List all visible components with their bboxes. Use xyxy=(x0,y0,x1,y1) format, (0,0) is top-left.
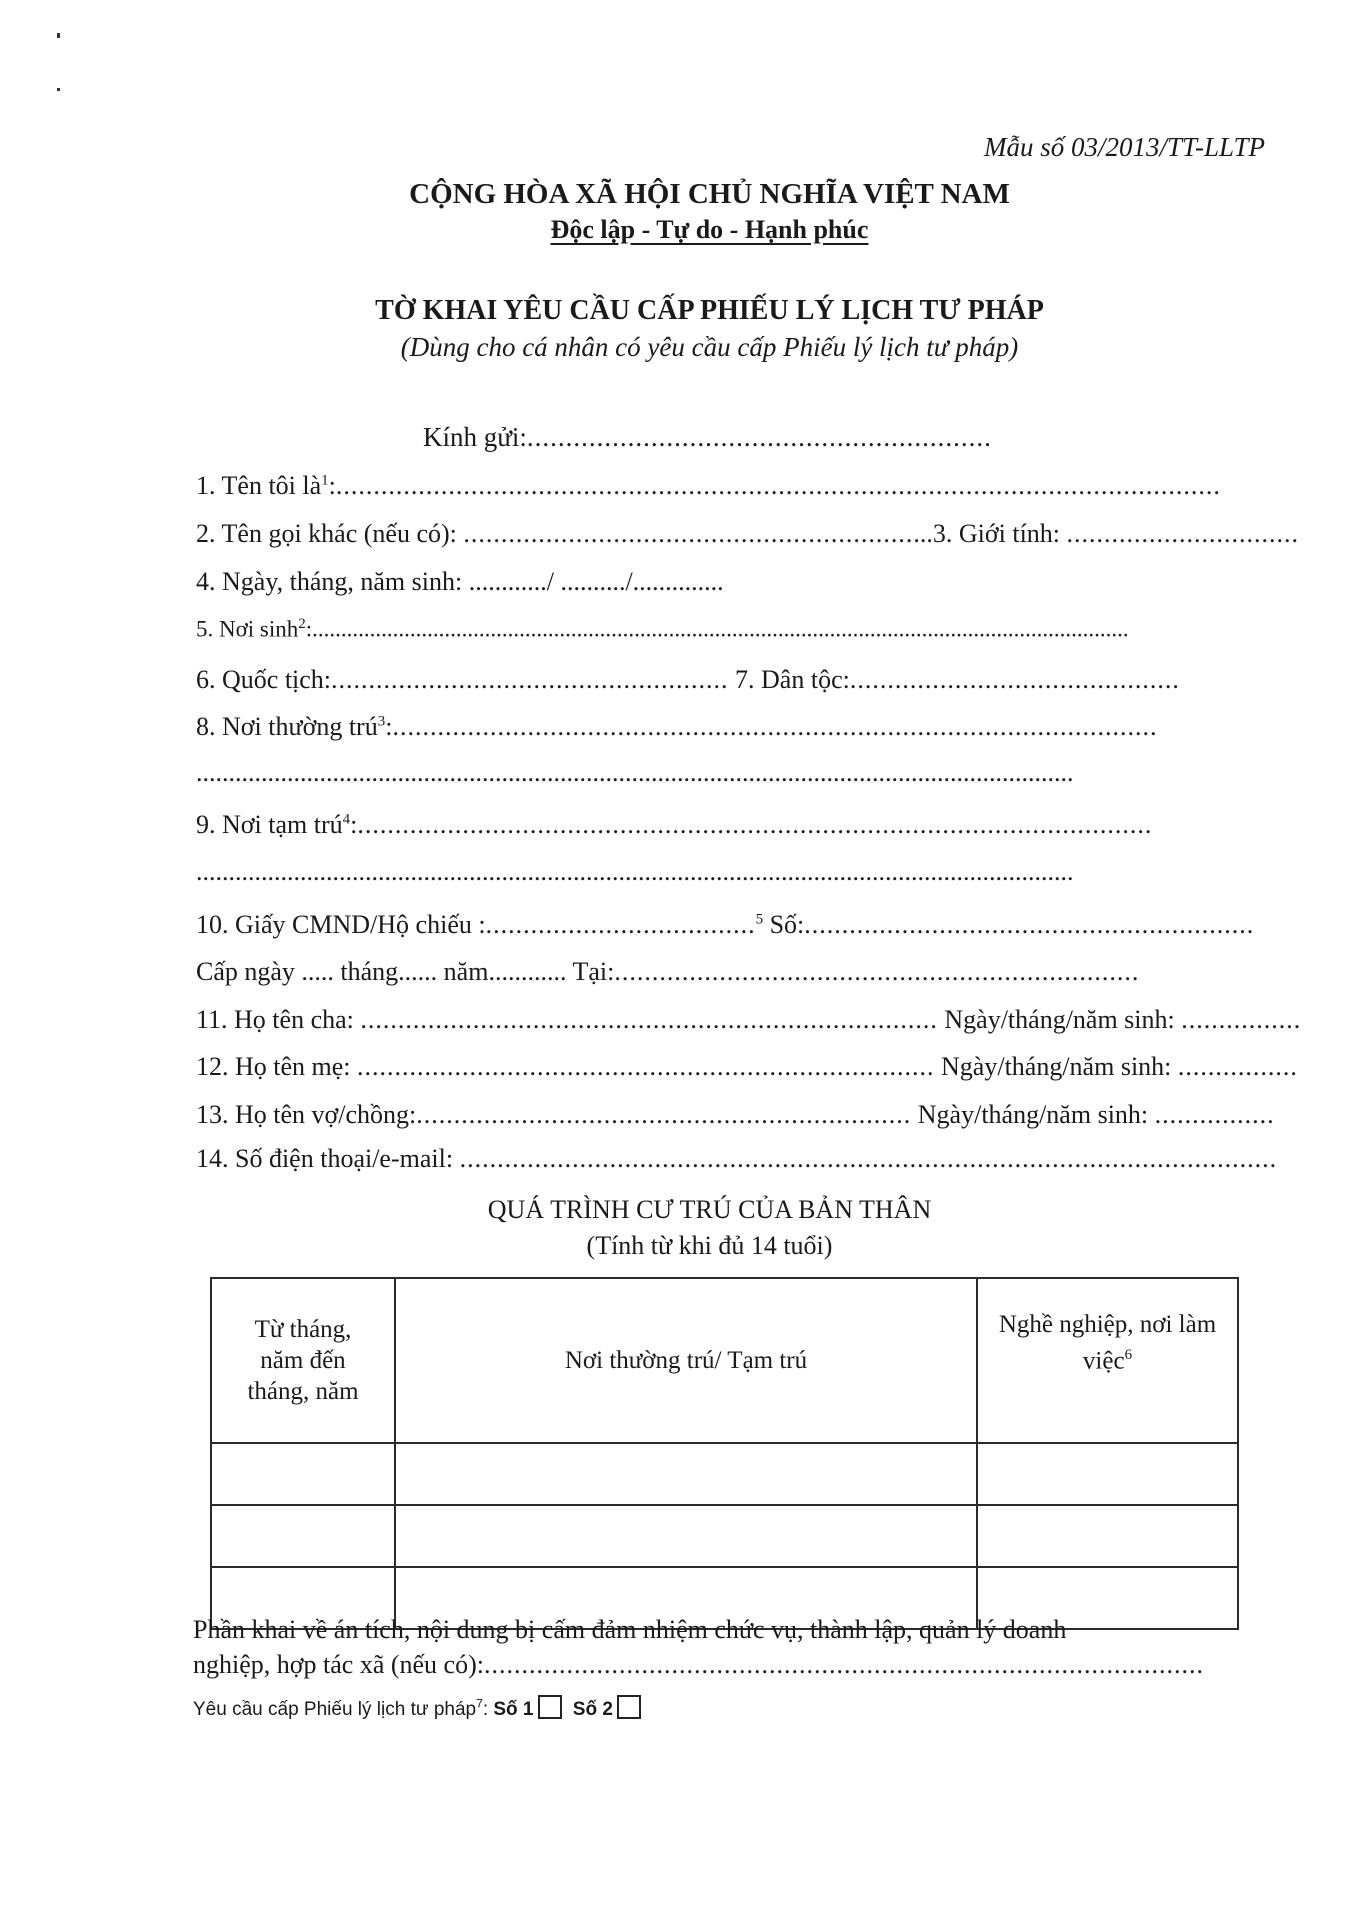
residence-table xyxy=(210,1277,1239,1630)
table-row xyxy=(211,1443,1238,1505)
column-header-occupation xyxy=(977,1278,1238,1443)
column-header-period xyxy=(211,1278,395,1443)
permanent-residence-continuation[interactable]: ....................................................................................................................................... xyxy=(196,758,1074,787)
field-full-name xyxy=(196,471,1221,501)
header-line: tháng, năm xyxy=(247,1378,359,1405)
field-other-name-gender xyxy=(196,519,1299,549)
field-mother xyxy=(196,1052,1298,1082)
colon: : xyxy=(385,712,393,741)
id-document-input[interactable]: .................................... xyxy=(485,910,756,939)
birth-date-label: 4. Ngày, tháng, năm sinh: xyxy=(196,567,469,596)
ethnicity-label: 7. Dân tộc: xyxy=(728,665,850,694)
recipient-field[interactable]: ............................................................ xyxy=(526,422,992,452)
other-name-input[interactable]: ............................................................ xyxy=(463,519,914,548)
colon: : xyxy=(350,810,358,839)
mother-birth-input[interactable]: ................ xyxy=(1177,1052,1298,1081)
id-document-label: 10. Giấy CMND/Hộ chiếu : xyxy=(196,910,486,939)
nationality-label: 6. Quốc tịch: xyxy=(196,665,332,694)
table-cell-residence[interactable] xyxy=(395,1443,977,1505)
birth-date-input[interactable]: ............/ ........../.............. xyxy=(468,567,724,596)
field-nationality-ethnicity xyxy=(196,665,1180,695)
nation-motto xyxy=(0,215,1359,245)
field-id-document xyxy=(196,910,1254,940)
footnote-ref: 4 xyxy=(342,811,351,828)
document-title: TỜ KHAI YÊU CẦU CẤP PHIẾU LÝ LỊCH TƯ PHÁP xyxy=(375,295,1044,326)
ethnicity-input[interactable]: ............................................ xyxy=(849,665,1180,694)
table-cell-occupation[interactable] xyxy=(977,1443,1238,1505)
permanent-residence-label: 8. Nơi thường trú xyxy=(196,712,378,741)
field-temporary-residence xyxy=(196,810,1152,840)
other-name-label: 2. Tên gọi khác (nếu có): xyxy=(196,519,464,548)
table-header-row xyxy=(211,1278,1238,1443)
gender-label: ...3. Giới tính: xyxy=(913,519,1067,548)
temporary-residence-label: 9. Nơi tạm trú xyxy=(196,810,343,839)
table-cell-residence[interactable] xyxy=(395,1505,977,1567)
contact-label: 14. Số điện thoại/e-mail: xyxy=(196,1144,460,1173)
criminal-record-input[interactable]: ................................................................................................ xyxy=(483,1650,1204,1679)
mother-name-label: 12. Họ tên mẹ: xyxy=(196,1052,358,1081)
table-row xyxy=(211,1505,1238,1567)
field-issue-info xyxy=(196,957,1139,987)
column-header-residence: Nơi thường trú/ Tạm trú xyxy=(395,1278,977,1443)
full-name-input[interactable]: ...................................................................................................................... xyxy=(335,471,1221,500)
footnote-ref: 7 xyxy=(476,1696,483,1711)
request-type-line xyxy=(193,1695,647,1721)
issue-date-place-label: Cấp ngày ..... tháng...... năm............ Tại: xyxy=(196,957,615,986)
issue-place-input[interactable]: ...................................................................... xyxy=(614,957,1140,986)
field-permanent-residence xyxy=(196,712,1157,742)
full-name-label: 1. Tên tôi là xyxy=(196,471,322,500)
permanent-residence-input[interactable]: ...................................................................................................... xyxy=(392,712,1158,741)
temporary-residence-input[interactable]: .......................................................................................................... xyxy=(357,810,1153,839)
footnote-ref: 3 xyxy=(377,713,386,730)
footnote-ref: 1 xyxy=(321,472,329,489)
father-name-label: 11. Họ tên cha: xyxy=(196,1005,361,1034)
nationality-input[interactable]: ..................................................... xyxy=(331,665,729,694)
header-text: việc xyxy=(1082,1347,1125,1375)
scan-speck xyxy=(57,33,60,38)
birth-place-input[interactable]: .............................................................................................................................................. xyxy=(312,616,1129,642)
scan-speck xyxy=(57,88,60,91)
option-1-checkbox[interactable] xyxy=(538,1695,562,1719)
table-cell-period[interactable] xyxy=(211,1443,395,1505)
footnote-ref: 6 xyxy=(1124,1347,1133,1363)
field-spouse xyxy=(196,1100,1275,1130)
mother-birth-label: Ngày/tháng/năm sinh: xyxy=(934,1052,1178,1081)
spouse-birth-input[interactable]: ................ xyxy=(1154,1100,1275,1129)
birth-place-label: 5. Nơi sinh xyxy=(196,616,299,642)
father-birth-label: Ngày/tháng/năm sinh: xyxy=(937,1005,1182,1034)
form-code: Mẫu số 03/2013/TT-LLTP xyxy=(983,132,1265,162)
criminal-record-label: nghiệp, hợp tác xã (nếu có): xyxy=(193,1650,484,1679)
spouse-name-label: 13. Họ tên vợ/chồng: xyxy=(196,1100,417,1129)
field-contact xyxy=(196,1144,1277,1174)
field-birth-date xyxy=(196,567,724,597)
mother-name-input[interactable]: ............................................................................. xyxy=(357,1052,935,1081)
document-subtitle: (Dùng cho cá nhân có yêu cầu cấp Phiếu lý lịch tư pháp) xyxy=(400,332,1019,362)
recipient-line xyxy=(423,422,992,453)
option-2-checkbox[interactable] xyxy=(617,1695,641,1719)
request-type-label: Yêu cầu cấp Phiếu lý lịch tư pháp xyxy=(193,1699,477,1720)
field-father xyxy=(196,1005,1301,1035)
field-birth-place xyxy=(196,616,1129,643)
colon: : xyxy=(328,471,336,500)
recipient-label: Kính gửi: xyxy=(423,422,527,452)
id-number-label: Số: xyxy=(763,910,805,939)
contact-input[interactable]: ............................................................................................................. xyxy=(459,1144,1278,1173)
nation-motto-text: Độc lập - Tự do - Hạnh phúc xyxy=(550,215,869,244)
criminal-record-line2 xyxy=(193,1650,1204,1680)
residence-section-title: QUÁ TRÌNH CƯ TRÚ CỦA BẢN THÂN xyxy=(487,1195,932,1224)
colon: : xyxy=(305,616,313,642)
table-cell-period[interactable] xyxy=(211,1505,395,1567)
footnote-ref: 5 xyxy=(755,911,764,928)
option-1-label: Số 1 xyxy=(493,1699,534,1720)
option-2-label: Số 2 xyxy=(572,1699,613,1720)
header-line: Từ tháng, xyxy=(254,1316,352,1343)
residence-section-subtitle: (Tính từ khi đủ 14 tuổi) xyxy=(586,1231,833,1260)
nation-title: CỘNG HÒA XÃ HỘI CHỦ NGHĨA VIỆT NAM xyxy=(409,178,1010,210)
header-line: năm đến xyxy=(260,1347,346,1374)
temporary-residence-continuation[interactable]: ....................................................................................................................................... xyxy=(196,857,1074,886)
table-cell-occupation[interactable] xyxy=(977,1505,1238,1567)
father-birth-input[interactable]: ................ xyxy=(1181,1005,1302,1034)
footnote-ref: 2 xyxy=(298,616,306,632)
gender-input[interactable]: ............................... xyxy=(1066,519,1300,548)
spouse-name-input[interactable]: .................................................................. xyxy=(416,1100,912,1129)
id-number-input[interactable]: ............................................................ xyxy=(804,910,1255,939)
father-name-input[interactable]: ............................................................................. xyxy=(360,1005,938,1034)
colon: : xyxy=(482,1699,489,1720)
spouse-birth-label: Ngày/tháng/năm sinh: xyxy=(911,1100,1155,1129)
header-line: Nghề nghiệp, nơi làm xyxy=(998,1311,1217,1338)
criminal-record-line1: Phần khai về án tích, nội dung bị cấm đảm nhiệm chức vụ, thành lập, quản lý doanh xyxy=(193,1615,1067,1644)
header-line xyxy=(984,1340,1231,1376)
